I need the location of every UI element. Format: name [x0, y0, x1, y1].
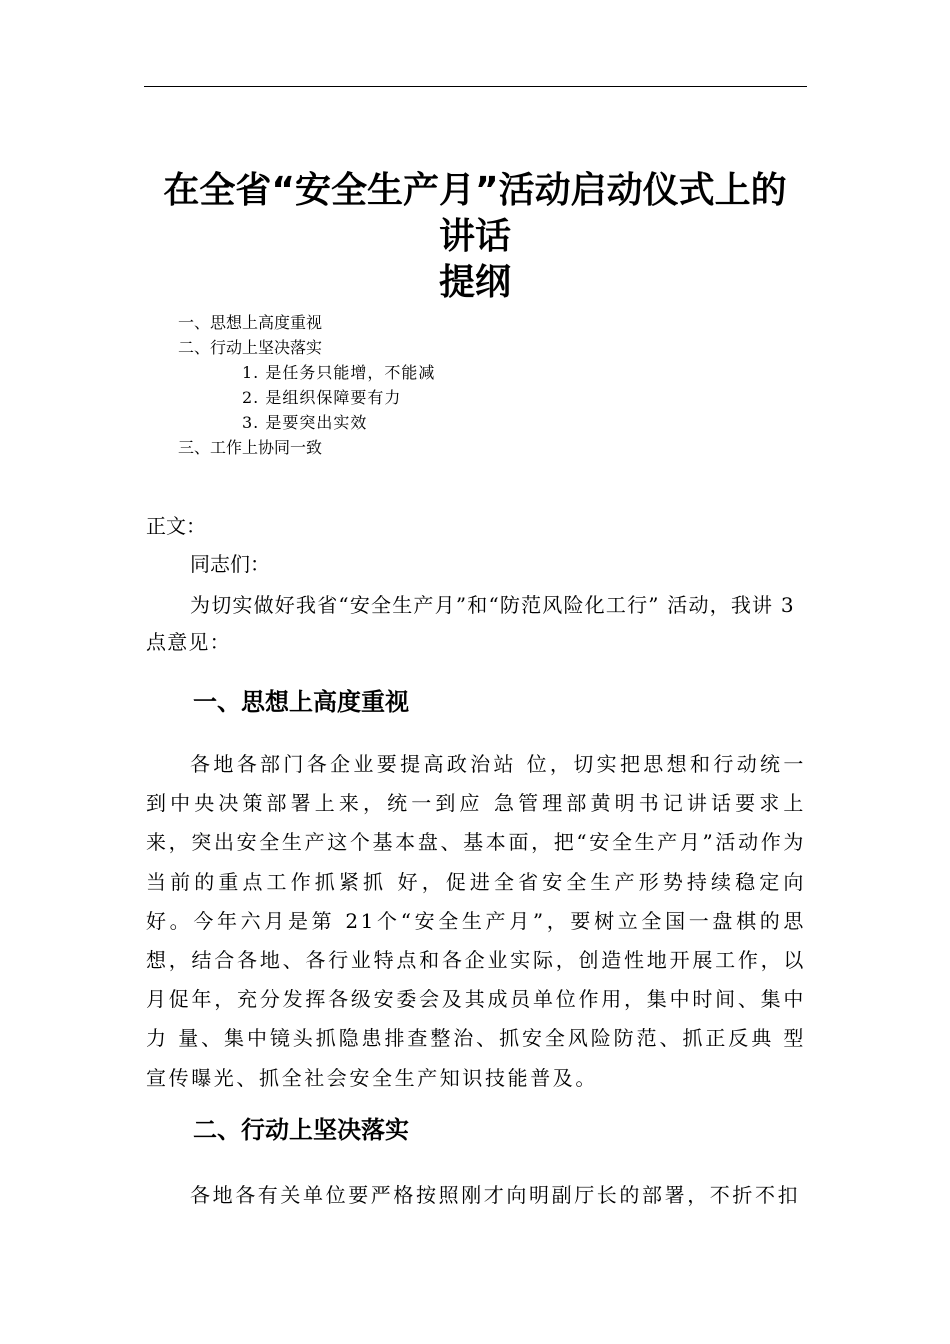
header-rule [144, 86, 807, 87]
outline-item-2: 二、行动上坚决落实 [178, 338, 323, 357]
section-paragraph-1: 各地各部门各企业要提高政治站 位，切实把思想和行动统一到中央决策部署上来，统一到应 急管理部黄明书记讲话要求上来，突出安全生产这个基本盘、基本面，把“安全生产月”活动作为当前的重点工作抓紧抓 好，促进全省安全生产形势持续稳定向好。今年六月是第 21个“安全生产月”，要树立全国一盘棋的思想，结合各地、各行业特点和各企业实际，创造性地开展工作，以月促年，充分发挥各级安委会及其成员单位作用，集中时间、集中力 量、集中镜头抓隐患排查整治、抓安全风险防范、抓正反典 型宣传曝光、抓全社会安全生产知识技能普及。 [146, 752, 806, 1090]
outline-item-3: 三、工作上协同一致 [178, 438, 323, 457]
section-paragraph-2: 各地各有关单位要严格按照刚才向明副厅长的部署，不折不扣 [190, 1183, 801, 1207]
section-heading-2: 二、行动上坚决落实 [193, 1116, 409, 1144]
section-heading-1: 一、思想上高度重视 [193, 688, 409, 716]
document-title [140, 168, 810, 306]
title-line-1: 在全省“安全生产月”活动启动仪式上的 [163, 170, 787, 211]
outline-subitem-1: 1. 是任务只能增，不能减 [242, 363, 436, 382]
title-line-2: 讲话 [438, 216, 511, 257]
body-label: 正文： [146, 514, 206, 538]
title-line-3: 提纲 [438, 262, 511, 303]
outline-item-1: 一、思想上高度重视 [178, 313, 323, 332]
intro-paragraph: 为切实做好我省“安全生产月”和“防范风险化工行” 活动，我讲 3 点意见： [146, 593, 795, 654]
greeting: 同志们： [190, 552, 270, 576]
outline-subitem-3: 3. 是要突出实效 [242, 413, 368, 432]
outline [178, 310, 778, 460]
outline-subitem-2: 2. 是组织保障要有力 [242, 388, 402, 407]
